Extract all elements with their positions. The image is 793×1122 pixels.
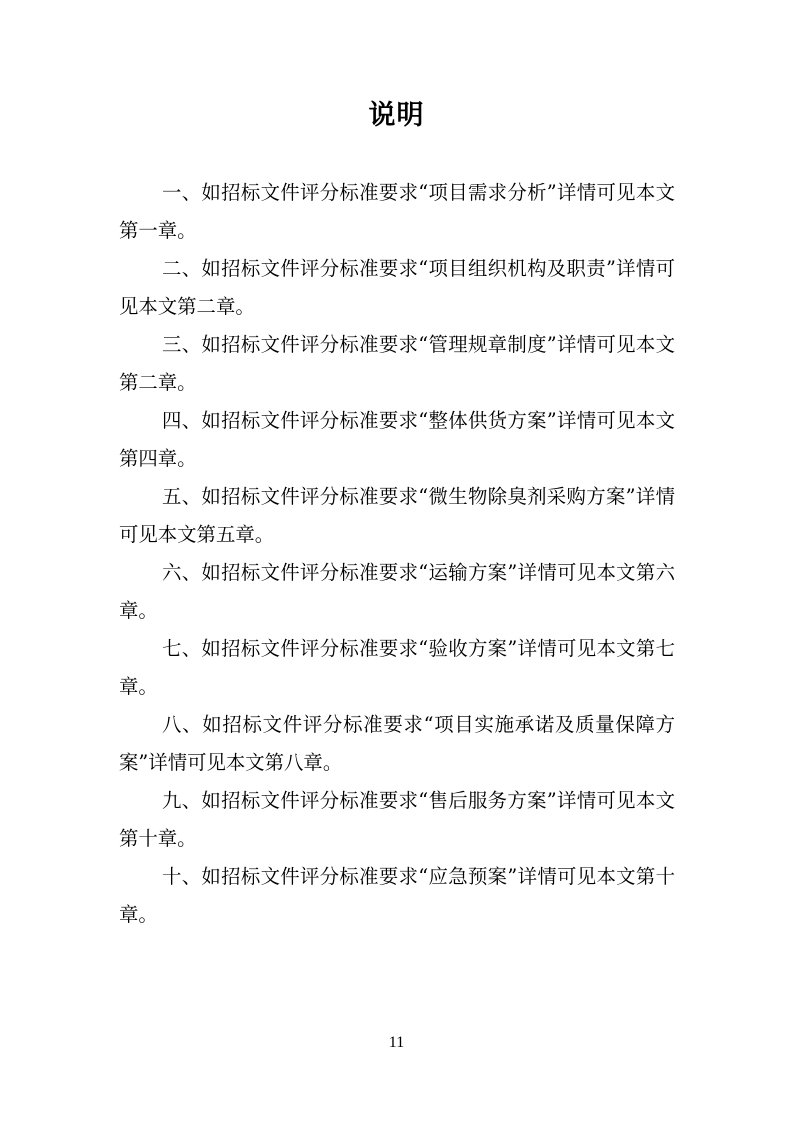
paragraph-7: 七、如招标文件评分标准要求“验收方案”详情可见本文第七章。 — [119, 637, 675, 698]
paragraph-2: 二、如招标文件评分标准要求“项目组织机构及职责”详情可见本文第二章。 — [119, 257, 675, 318]
paragraph-list — [119, 174, 675, 934]
page-number: 11 — [388, 1034, 405, 1051]
paragraph-8: 八、如招标文件评分标准要求“项目实施承诺及质量保障方案”详情可见本文第八章。 — [119, 713, 675, 774]
paragraph-6: 六、如招标文件评分标准要求“运输方案”详情可见本文第六章。 — [119, 561, 675, 622]
page-title: 说明 — [368, 100, 425, 131]
paragraph-1: 一、如招标文件评分标准要求“项目需求分析”详情可见本文第一章。 — [119, 181, 675, 242]
paragraph-9: 九、如招标文件评分标准要求“售后服务方案”详情可见本文第十章。 — [119, 789, 675, 850]
paragraph-5: 五、如招标文件评分标准要求“微生物除臭剂采购方案”详情可见本文第五章。 — [119, 485, 675, 546]
paragraph-4: 四、如招标文件评分标准要求“整体供货方案”详情可见本文第四章。 — [119, 409, 675, 470]
paragraph-3: 三、如招标文件评分标准要求“管理规章制度”详情可见本文第二章。 — [119, 333, 675, 394]
paragraph-10: 十、如招标文件评分标准要求“应急预案”详情可见本文第十章。 — [119, 865, 675, 926]
